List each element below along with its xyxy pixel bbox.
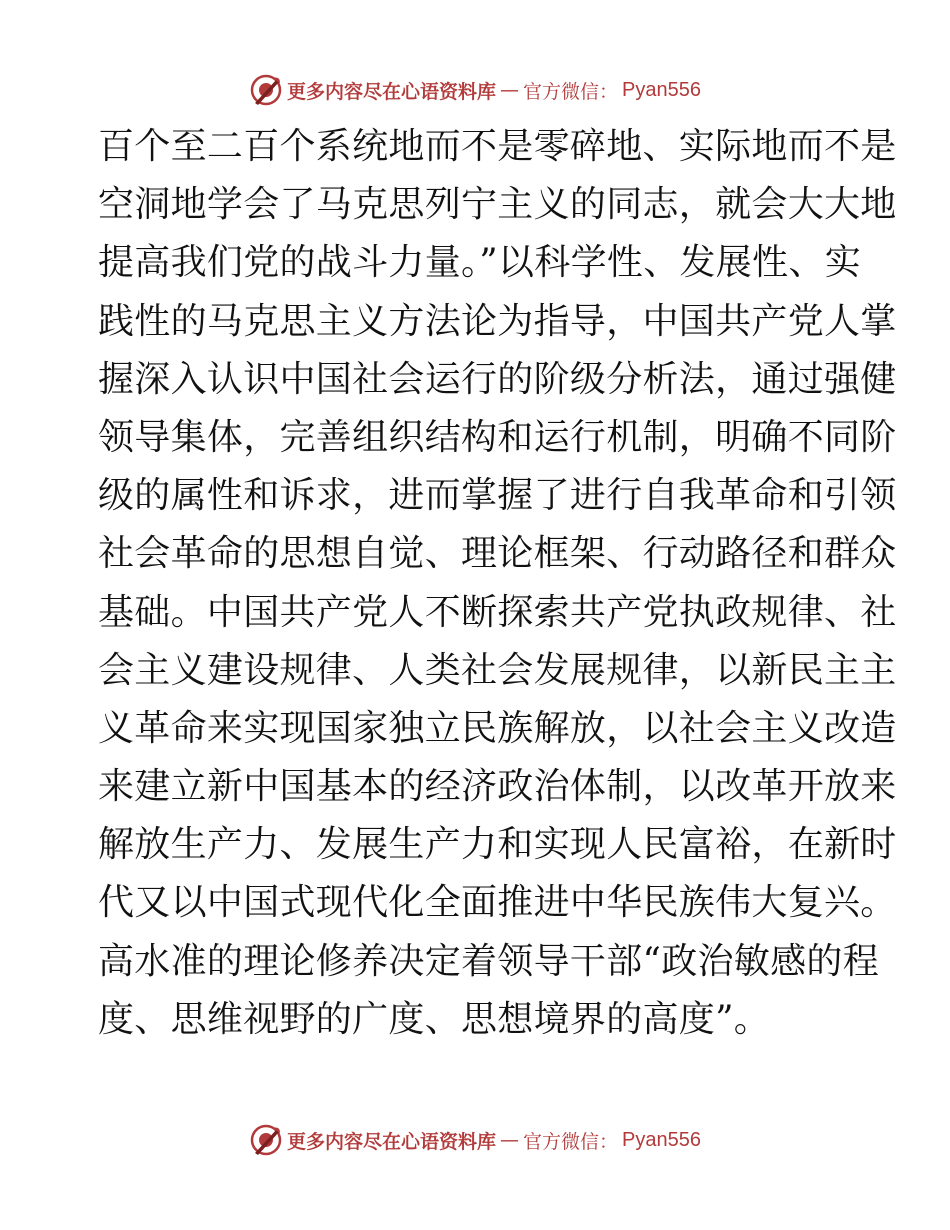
text-line: 度、思维视野的广度、思想境界的高度”。: [98, 998, 771, 1040]
text-line: 握深入认识中国社会运行的阶级分析法，通过强健: [98, 358, 897, 400]
header-separator: —: [500, 79, 520, 101]
header-wechat-id: Pyan556: [622, 78, 701, 101]
text-line: 会主义建设规律、人类社会发展规律，以新民主主: [98, 649, 897, 691]
text-line: 百个至二百个系统地而不是零碎地、实际地而不是: [98, 126, 897, 167]
header-site-name: 更多内容尽在心语资料库: [287, 80, 497, 103]
document-body: [98, 118, 897, 1049]
text-line: 领导集体，完善组织结构和运行机制，明确不同阶: [98, 416, 897, 458]
text-line: 基础。中国共产党人不断探索共产党执政规律、社: [98, 591, 897, 633]
text-line: 社会革命的思想自觉、理论框架、行动路径和群众: [98, 533, 897, 575]
text-line: 提高我们党的战斗力量。”以科学性、发展性、实: [98, 242, 862, 284]
footer-site-name: 更多内容尽在心语资料库: [287, 1130, 497, 1153]
text-line: 践性的马克思主义方法论为指导，中国共产党人掌: [98, 300, 897, 342]
text-line: 级的属性和诉求，进而掌握了进行自我革命和引领: [98, 475, 897, 517]
quill-seal-icon: [249, 1123, 283, 1157]
footer-separator: —: [500, 1129, 520, 1151]
header-wechat-label: 官方微信：: [523, 80, 619, 103]
text-line: 空洞地学会了马克思列宁主义的同志，就会大大地: [98, 184, 897, 226]
text-line: 来建立新中国基本的经济政治体制，以改革开放来: [98, 766, 897, 808]
footer-banner: [0, 1120, 950, 1160]
footer-wechat-label: 官方微信：: [523, 1130, 619, 1153]
footer-wechat-id: Pyan556: [622, 1128, 701, 1151]
text-line: 解放生产力、发展生产力和实现人民富裕，在新时: [98, 824, 897, 866]
text-line: 代又以中国式现代化全面推进中华民族伟大复兴。: [98, 882, 897, 924]
text-line: 义革命来实现国家独立民族解放，以社会主义改造: [98, 707, 897, 749]
quill-seal-icon: [249, 73, 283, 107]
text-line: 高水准的理论修养决定着领导干部“政治敏感的程: [98, 940, 880, 982]
header-banner: [0, 70, 950, 110]
